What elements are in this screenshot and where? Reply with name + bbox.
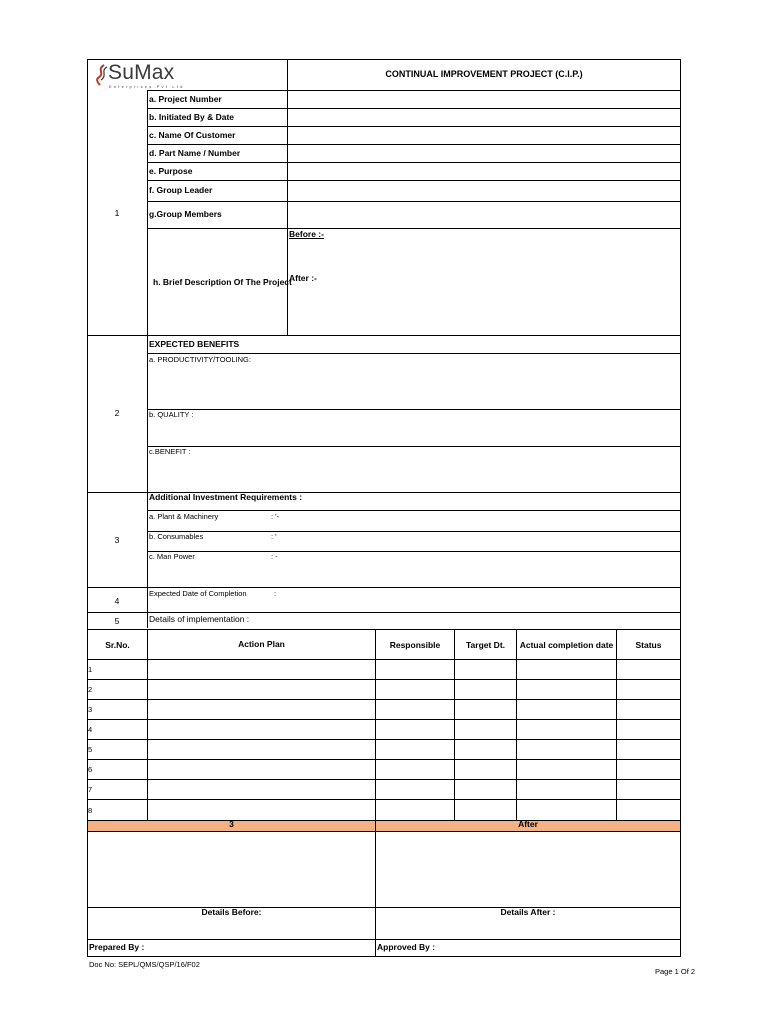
man-power-label: c. Man Power: [149, 552, 195, 561]
table-row-number: 4: [88, 725, 93, 734]
man-power-colon: : -: [271, 552, 278, 561]
benefit-label: c.BENEFIT :: [149, 447, 191, 456]
col-header-responsible: Responsible: [389, 640, 441, 650]
table-row-number: 7: [88, 785, 93, 794]
section-5-number: 5: [114, 616, 120, 626]
table-row-number: 8: [88, 806, 93, 815]
sumax-logo: [94, 61, 214, 92]
table-row-number: 6: [88, 765, 93, 774]
approved-by-label: Approved By :: [377, 942, 436, 952]
consumables-label: b. Consumables: [149, 532, 204, 541]
details-implementation-label: Details of implementation :: [149, 614, 250, 624]
brief-description-label: h. Brief Description Of The Project: [153, 277, 292, 287]
band-left-label: 3: [229, 819, 234, 829]
col-header-actual-completion: Actual completion date: [519, 640, 614, 650]
expected-date-label: Expected Date of Completion: [149, 589, 247, 598]
section-3-number: 3: [114, 535, 120, 545]
table-row-number: 2: [88, 685, 93, 694]
details-after-label: Details After :: [500, 907, 556, 917]
part-name-label: d. Part Name / Number: [149, 148, 241, 158]
table-row-number: 5: [88, 745, 93, 754]
project-number-label: a. Project Number: [149, 94, 222, 104]
section-4-number: 4: [114, 596, 120, 606]
after-label: After :-: [289, 273, 317, 283]
document-number: Doc No: SEPL/QMS/QSP/16/F02: [89, 960, 200, 969]
page-number: Page 1 Of 2: [655, 967, 696, 976]
before-label: Before :-: [289, 229, 324, 239]
table-row-number: 3: [88, 705, 93, 714]
sumax-logo-icon: [94, 64, 108, 86]
table-row-number: 1: [88, 665, 93, 674]
col-header-action-plan: Action Plan: [238, 639, 285, 649]
group-leader-label: f. Group Leader: [149, 185, 213, 195]
expected-benefits-heading: EXPECTED BENEFITS: [149, 339, 240, 349]
section-1-number: 1: [114, 208, 120, 218]
col-header-status: Status: [635, 640, 662, 650]
col-header-srno: Sr.No.: [105, 640, 130, 650]
col-header-target-date: Target Dt.: [465, 640, 506, 650]
form-title: CONTINUAL IMPROVEMENT PROJECT (C.I.P.): [385, 69, 583, 79]
section-2-number: 2: [114, 408, 120, 418]
logo-wordmark: SuMax: [108, 61, 175, 84]
prepared-by-label: Prepared By :: [89, 942, 145, 952]
consumables-colon: : ': [271, 532, 277, 541]
purpose-label: e. Purpose: [149, 166, 193, 176]
details-before-label: Details Before:: [201, 907, 262, 917]
group-members-label: g.Group Members: [149, 209, 222, 219]
productivity-label: a. PRODUCTIVITY/TOOLING:: [149, 355, 251, 364]
expected-date-colon: :: [274, 589, 277, 598]
band-right-label: After: [518, 819, 538, 829]
plant-machinery-label: a. Plant & Machinery: [149, 512, 219, 521]
plant-machinery-colon: : '-: [271, 512, 280, 521]
customer-name-label: c. Name Of Customer: [149, 130, 236, 140]
additional-investment-heading: Additional Investment Requirements :: [149, 492, 303, 502]
logo-tagline: Enterprises Pvt Ltd: [109, 84, 185, 89]
initiated-by-label: b. Initiated By & Date: [149, 112, 235, 122]
quality-label: b. QUALITY :: [149, 410, 194, 419]
